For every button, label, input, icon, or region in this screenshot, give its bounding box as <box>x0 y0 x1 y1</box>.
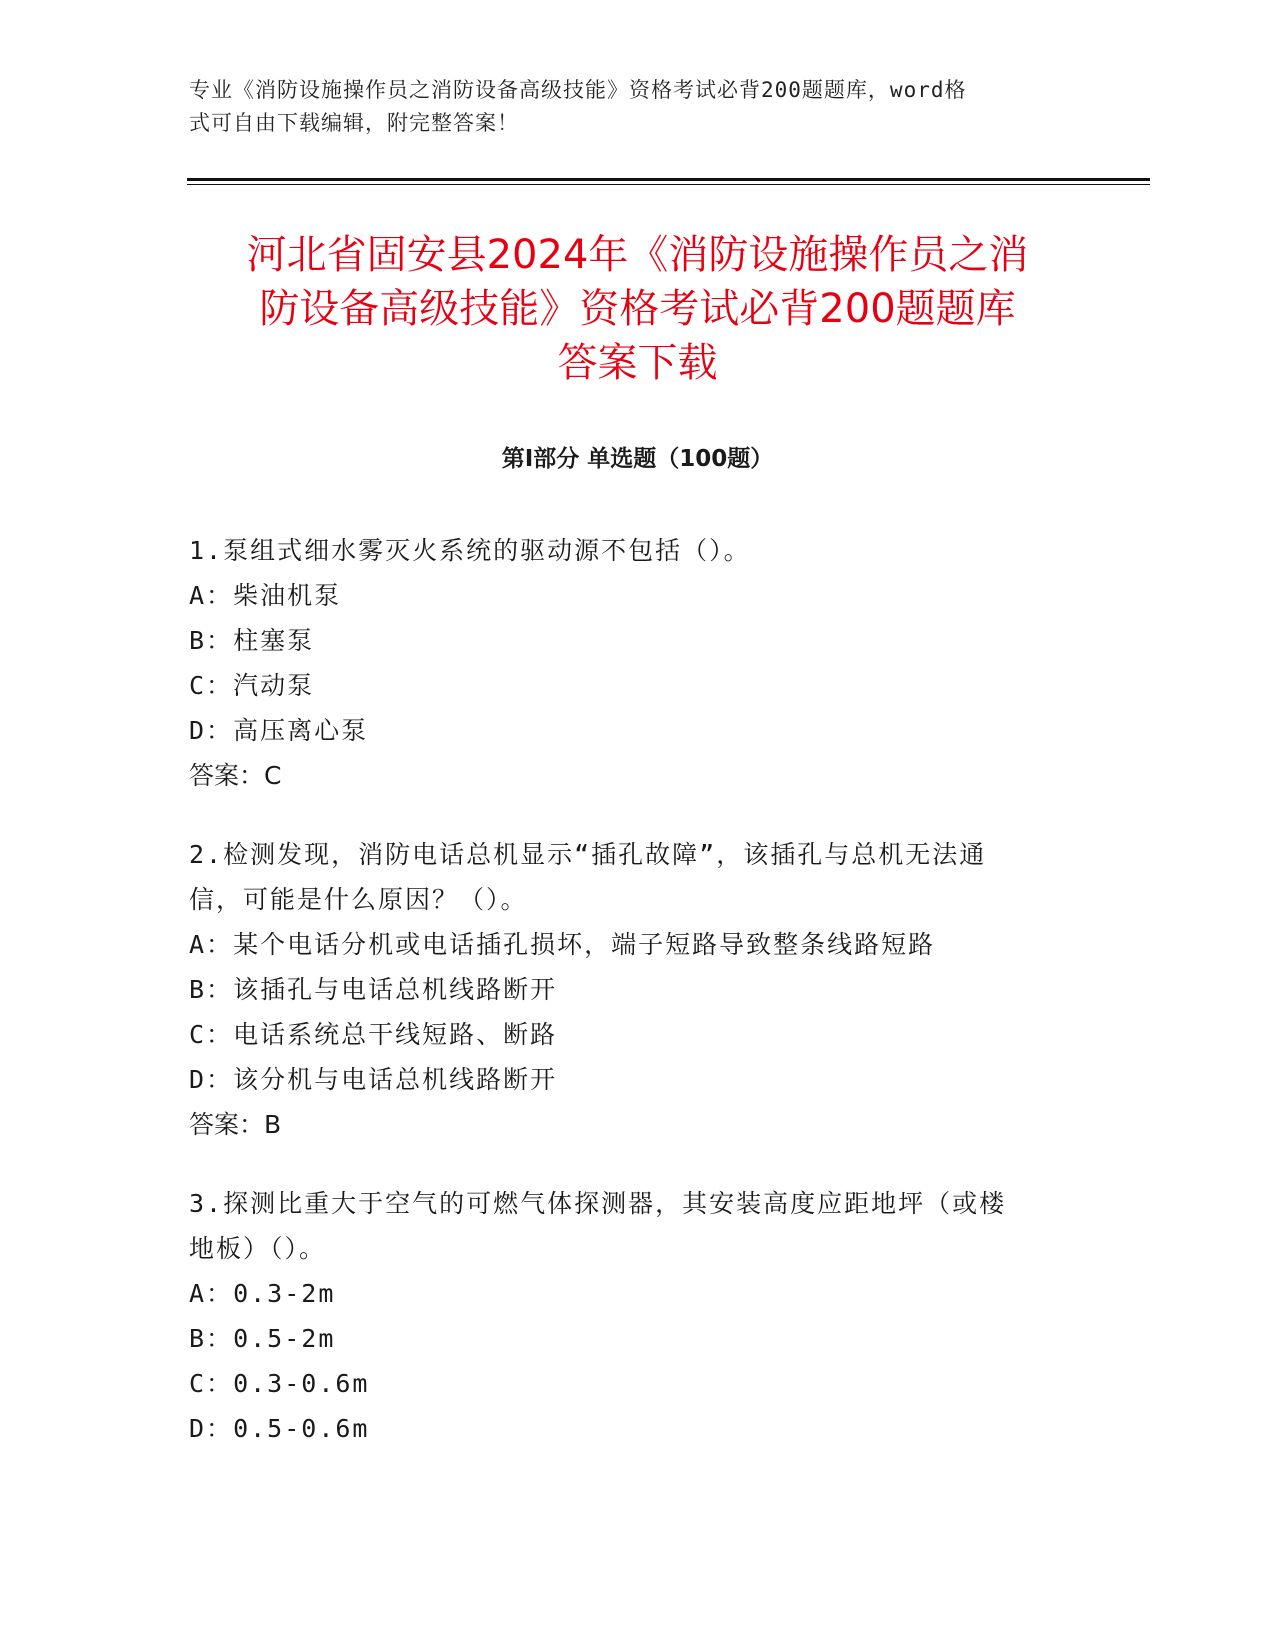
question-option <box>189 573 1069 618</box>
title-line-2: 防设备高级技能》资格考试必背200题题库 <box>259 286 1016 332</box>
option-key: D： <box>189 1414 234 1443</box>
option-text: 高压离心泵 <box>233 716 369 745</box>
option-key: C： <box>189 1369 234 1398</box>
header-line-1: 专业《消防设施操作员之消防设备高级技能》资格考试必背200题题库，word格 <box>189 78 967 102</box>
option-text: 0.3-0.6m <box>233 1369 370 1398</box>
question-item <box>189 1181 1069 1451</box>
question-option <box>189 1361 1069 1406</box>
question-option <box>189 1057 1069 1102</box>
question-answer: 答案：B <box>189 1110 282 1139</box>
option-key: A： <box>189 581 234 610</box>
option-text: 柱塞泵 <box>233 626 315 655</box>
option-key: D： <box>189 1065 234 1094</box>
question-stem: 信，可能是什么原因？（）。 <box>189 885 528 914</box>
document-title <box>180 228 1095 390</box>
question-item <box>189 528 1069 798</box>
option-text: 该插孔与电话总机线路断开 <box>233 975 558 1004</box>
option-text: 0.5-2m <box>233 1324 336 1353</box>
option-text: 柴油机泵 <box>233 581 342 610</box>
question-answer: 答案：C <box>189 761 282 790</box>
header-rule-thin <box>187 184 1150 185</box>
option-key: C： <box>189 1020 234 1049</box>
question-item <box>189 832 1069 1147</box>
option-key: B： <box>189 1324 234 1353</box>
option-text: 0.5-0.6m <box>233 1414 370 1443</box>
option-key: A： <box>189 930 234 959</box>
question-list <box>189 528 1069 1485</box>
option-text: 0.3-2m <box>233 1279 336 1308</box>
question-stem: 地板）（）。 <box>189 1234 327 1263</box>
option-text: 该分机与电话总机线路断开 <box>233 1065 558 1094</box>
question-option <box>189 1406 1069 1451</box>
title-line-1: 河北省固安县2024年《消防设施操作员之消 <box>246 232 1029 278</box>
question-option <box>189 618 1069 663</box>
option-key: B： <box>189 975 234 1004</box>
section-heading: 第Ⅰ部分 单选题（100题） <box>501 446 774 472</box>
question-option <box>189 1271 1069 1316</box>
question-option <box>189 708 1069 753</box>
header-rule-thick <box>187 178 1150 181</box>
option-text: 某个电话分机或电话插孔损坏，端子短路导致整条线路短路 <box>233 930 936 959</box>
option-key: C： <box>189 671 234 700</box>
option-text: 汽动泵 <box>233 671 315 700</box>
question-stem: 3.探测比重大于空气的可燃气体探测器，其安装高度应距地坪（或楼 <box>189 1189 1007 1218</box>
question-stem: 2.检测发现，消防电话总机显示“插孔故障”，该插孔与总机无法通 <box>189 840 987 869</box>
question-option <box>189 663 1069 708</box>
question-option <box>189 1012 1069 1057</box>
question-option <box>189 967 1069 1012</box>
question-stem: 1.泵组式细水雾灭火系统的驱动源不包括（）。 <box>189 536 751 565</box>
title-line-3: 答案下载 <box>557 340 718 386</box>
option-key: A： <box>189 1279 234 1308</box>
option-text: 电话系统总干线短路、断路 <box>233 1020 558 1049</box>
header-line-2: 式可自由下载编辑，附完整答案！ <box>189 111 519 135</box>
page-header <box>189 74 1069 140</box>
question-option <box>189 922 1069 967</box>
question-option <box>189 1316 1069 1361</box>
option-key: B： <box>189 626 234 655</box>
option-key: D： <box>189 716 234 745</box>
